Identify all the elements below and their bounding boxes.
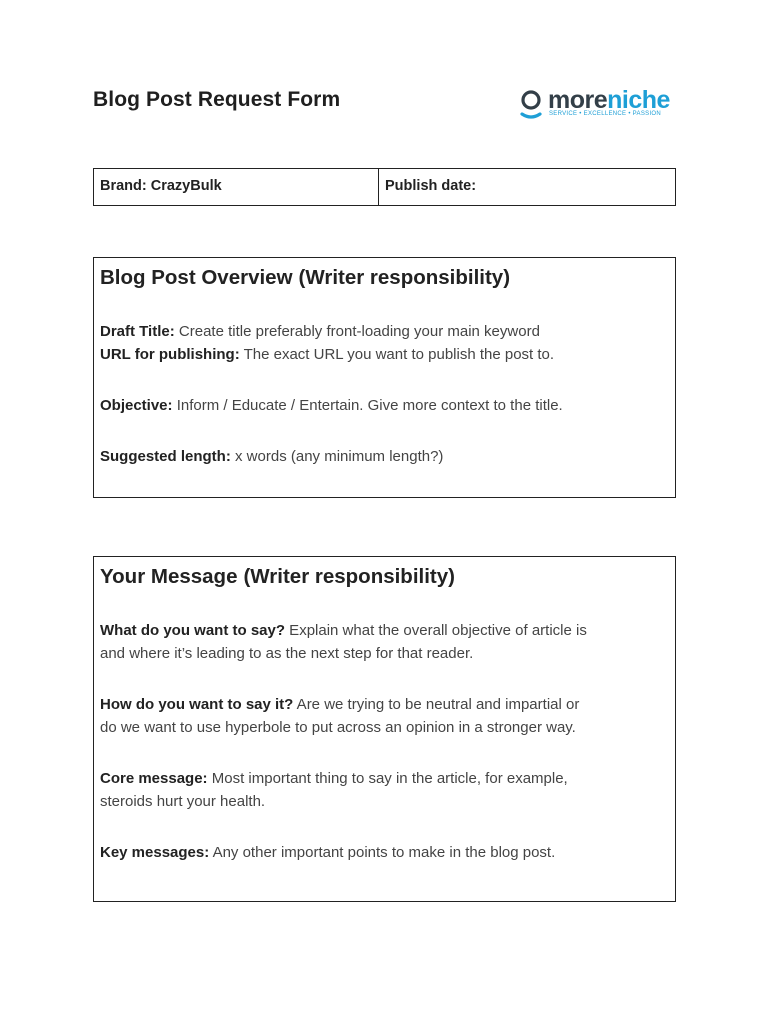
logo-tagline: SERVICE • EXCELLENCE • PASSION <box>549 111 662 117</box>
message-heading: Your Message (Writer responsibility) <box>100 565 455 588</box>
key-messages-field: Key messages: Any other important points to make in the blog post. <box>100 844 556 861</box>
how-to-say-field: How do you want to say it? Are we trying to be neutral and impartial or do we want to use hyperbole to put across an opinion in a stronger way. <box>100 696 580 736</box>
logo-wordmark: moreniche <box>548 86 670 114</box>
logo-mark-icon <box>519 90 543 120</box>
moreniche-logo <box>519 86 669 122</box>
blog-post-overview-section <box>93 257 676 498</box>
your-message-section <box>93 556 676 902</box>
suggested-length-field: Suggested length: x words (any minimum length?) <box>100 448 444 465</box>
brand-info-table <box>93 168 676 206</box>
core-message-field: Core message: Most important thing to say in the article, for example, steroids hurt your health. <box>100 770 568 810</box>
brand-cell: Brand: CrazyBulk <box>94 169 379 205</box>
page-title: Blog Post Request Form <box>93 88 341 111</box>
objective-field: Objective: Inform / Educate / Entertain. Give more context to the title. <box>100 397 563 414</box>
what-to-say-field: What do you want to say? Explain what the overall objective of article is and where it’s leading to as the next step for that reader. <box>100 622 587 662</box>
overview-heading: Blog Post Overview (Writer responsibility) <box>100 266 511 289</box>
url-field: URL for publishing: The exact URL you want to publish the post to. <box>100 346 555 363</box>
publish-date-cell: Publish date: <box>385 178 477 194</box>
draft-title-field: Draft Title: Create title preferably front-loading your main keyword <box>100 323 540 340</box>
